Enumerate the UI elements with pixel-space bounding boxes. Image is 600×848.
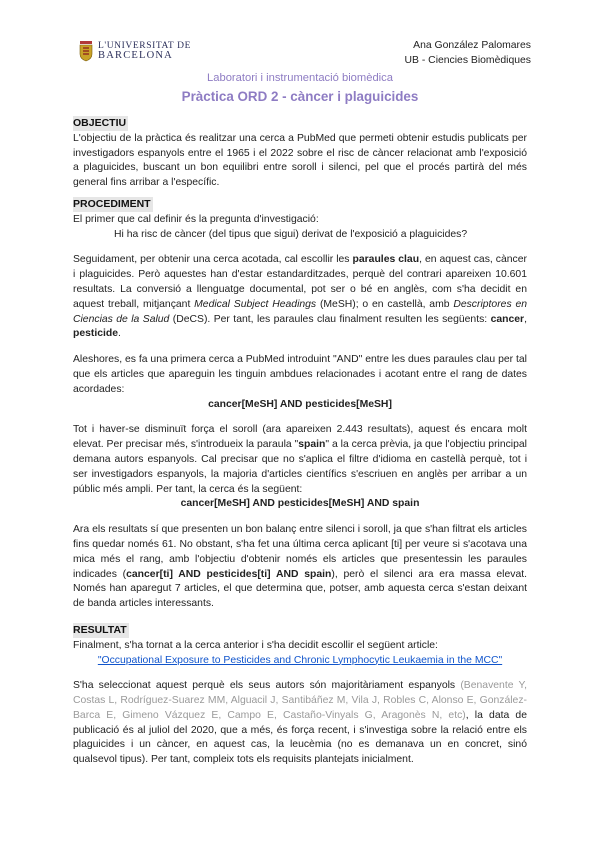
text-run: " a la cerca prèvia, ja que l'objectiu principal demana autors espanyols. Cal precisar que no s'aplica el filtre d'idioma en castellà perquè, tot i ser investigadors espanyols, la majoria d'articles científics s'escriuen en anglès per arribar a un públic més ampli. Per tant, la cerca és la següent: xyxy=(73,439,527,495)
article-link[interactable]: "Occupational Exposure to Pesticides and Chronic Lymphocytic Leukaemia in the MCC" xyxy=(97,654,503,666)
bold-title-query: cancer[ti] AND pesticides[ti] AND spain xyxy=(126,568,332,580)
text-run: (MeSH); o en castellà, amb xyxy=(316,298,454,310)
spain-paragraph xyxy=(73,423,527,497)
text-run: Ara els resultats sí que presenten un bon balanç entre silenci i soroll, ja que s'han filtrat els articles fins quedar només 61. No obstant, s'ha fet una última cerca aplicant [ti] per veure si s'acotava una mica més el rang, amb l'objectiu d'obtenir només els articles que presentessin les paraules indicades ( xyxy=(73,524,527,580)
section-heading-resultat: RESULTAT xyxy=(73,623,127,636)
text-run: S'ha seleccionat aquest perquè els seus autors són majoritàriament espanyols xyxy=(73,680,461,692)
bold-pesticide: pesticide xyxy=(73,328,119,340)
text-run: . xyxy=(118,328,121,340)
resultat-intro: Finalment, s'ha tornat a la cerca anterior i s'ha decidit escollir el següent article: xyxy=(73,639,438,651)
header-author-block xyxy=(405,38,531,68)
bold-cancer: cancer xyxy=(490,313,525,325)
selection-paragraph xyxy=(73,679,527,768)
subject-title: Laboratori i instrumentació biomèdica xyxy=(207,72,393,84)
italic-mesh: Medical Subject Headings xyxy=(194,298,317,310)
author-name: Ana González Palomares xyxy=(413,40,531,51)
logo-line1: L'UNIVERSITAT DE xyxy=(98,41,191,51)
research-question: Hi ha risc de càncer (del tipus que sigui) derivat de l'exposició a plaguicides? xyxy=(114,228,468,240)
objectiu-paragraph: L'objectiu de la pràctica és realitzar una cerca a PubMed que permeti obtenir estudis publicats per investigadors espanyols entre el 1965 i el 2022 sobre el risc de càncer relacionat amb l'exposició a plaguicides, buscant un bon equilibri entre soroll i silenci, pel que el procés partirà del més general fins arribar a l'específic. xyxy=(73,132,527,189)
results-balance-paragraph xyxy=(73,523,527,612)
practice-title: Pràctica ORD 2 - càncer i plaguicides xyxy=(181,89,419,104)
bold-keywords: paraules clau xyxy=(352,254,420,266)
text-run: ), però el silenci ara era massa elevat. Només han aparegut 7 articles, el que determina que, potser, amb aquesta cerca s'estan deixant de banda articles interessants. xyxy=(73,568,527,610)
text-run: (DeCS). Per tant, les paraules clau finalment resulten les següents: xyxy=(169,313,491,325)
logo-line2: BARCELONA xyxy=(98,50,173,61)
document-body xyxy=(73,116,527,768)
search-query-2: cancer[MeSH] AND pesticides[MeSH] AND spain xyxy=(180,498,420,510)
keywords-paragraph xyxy=(73,253,527,342)
bold-spain: spain xyxy=(298,439,326,451)
search-query-1: cancer[MeSH] AND pesticides[MeSH] xyxy=(208,398,392,410)
section-heading-objectiu: OBJECTIU xyxy=(73,117,127,129)
course-name: UB - Ciencies Biomèdiques xyxy=(404,55,531,66)
university-logo xyxy=(78,40,191,62)
text-run: , la data de publicació és al juliol del 2020, que a més, és força recent, i s'investiga sobre la relació entre els plaguicides i un càncer, en aquest cas, la leucèmia (no es demanava un en concret, sinó qualsevol tipus). Per tant, compleix tots els requisits plantejats inicialment. xyxy=(73,709,527,766)
italic-decs: Descriptores en Ciencias de la Salud xyxy=(73,298,527,325)
first-search-paragraph: Aleshores, es fa una primera cerca a PubMed introduint "AND" entre les dues paraules clau per tal que els articles que apareguin les tinguin ambdues relacionades i acotant entre el rang de dates acordades: xyxy=(73,354,527,395)
text-run: , xyxy=(524,313,527,325)
university-seal-icon xyxy=(78,40,94,62)
section-heading-procediment: PROCEDIMENT xyxy=(73,197,151,210)
text-run: , en aquest cas, càncer i plaguicides. Però aquestes han d'estar estandarditzades, perquè del contrari apareixen 10.601 resultats. La conversió a llenguatge documental, pot ser o bé en anglès, com s'ha decidit en aquest treball, mitjançant xyxy=(73,254,527,310)
text-run: Tot i haver-se disminuït força el soroll (ara apareixen 2.443 resultats), aquest és encara molt elevat. Per precisar més, s'introdueix la paraula " xyxy=(73,424,527,451)
text-run: Seguidament, per obtenir una cerca acotada, cal escollir les xyxy=(73,254,353,266)
procediment-intro: El primer que cal definir és la pregunta d'investigació: xyxy=(73,213,319,225)
authors-list: (Benavente Y, Costas L, Rodríguez-Suarez MM, Alguacil J, Santibáñez M, Vila J, Robles C, Alonso E, González-Barca E, Gimeno Vázquez E, Campo E, Castaño-Vinyals G, Aragonès N, etc) xyxy=(73,680,527,721)
